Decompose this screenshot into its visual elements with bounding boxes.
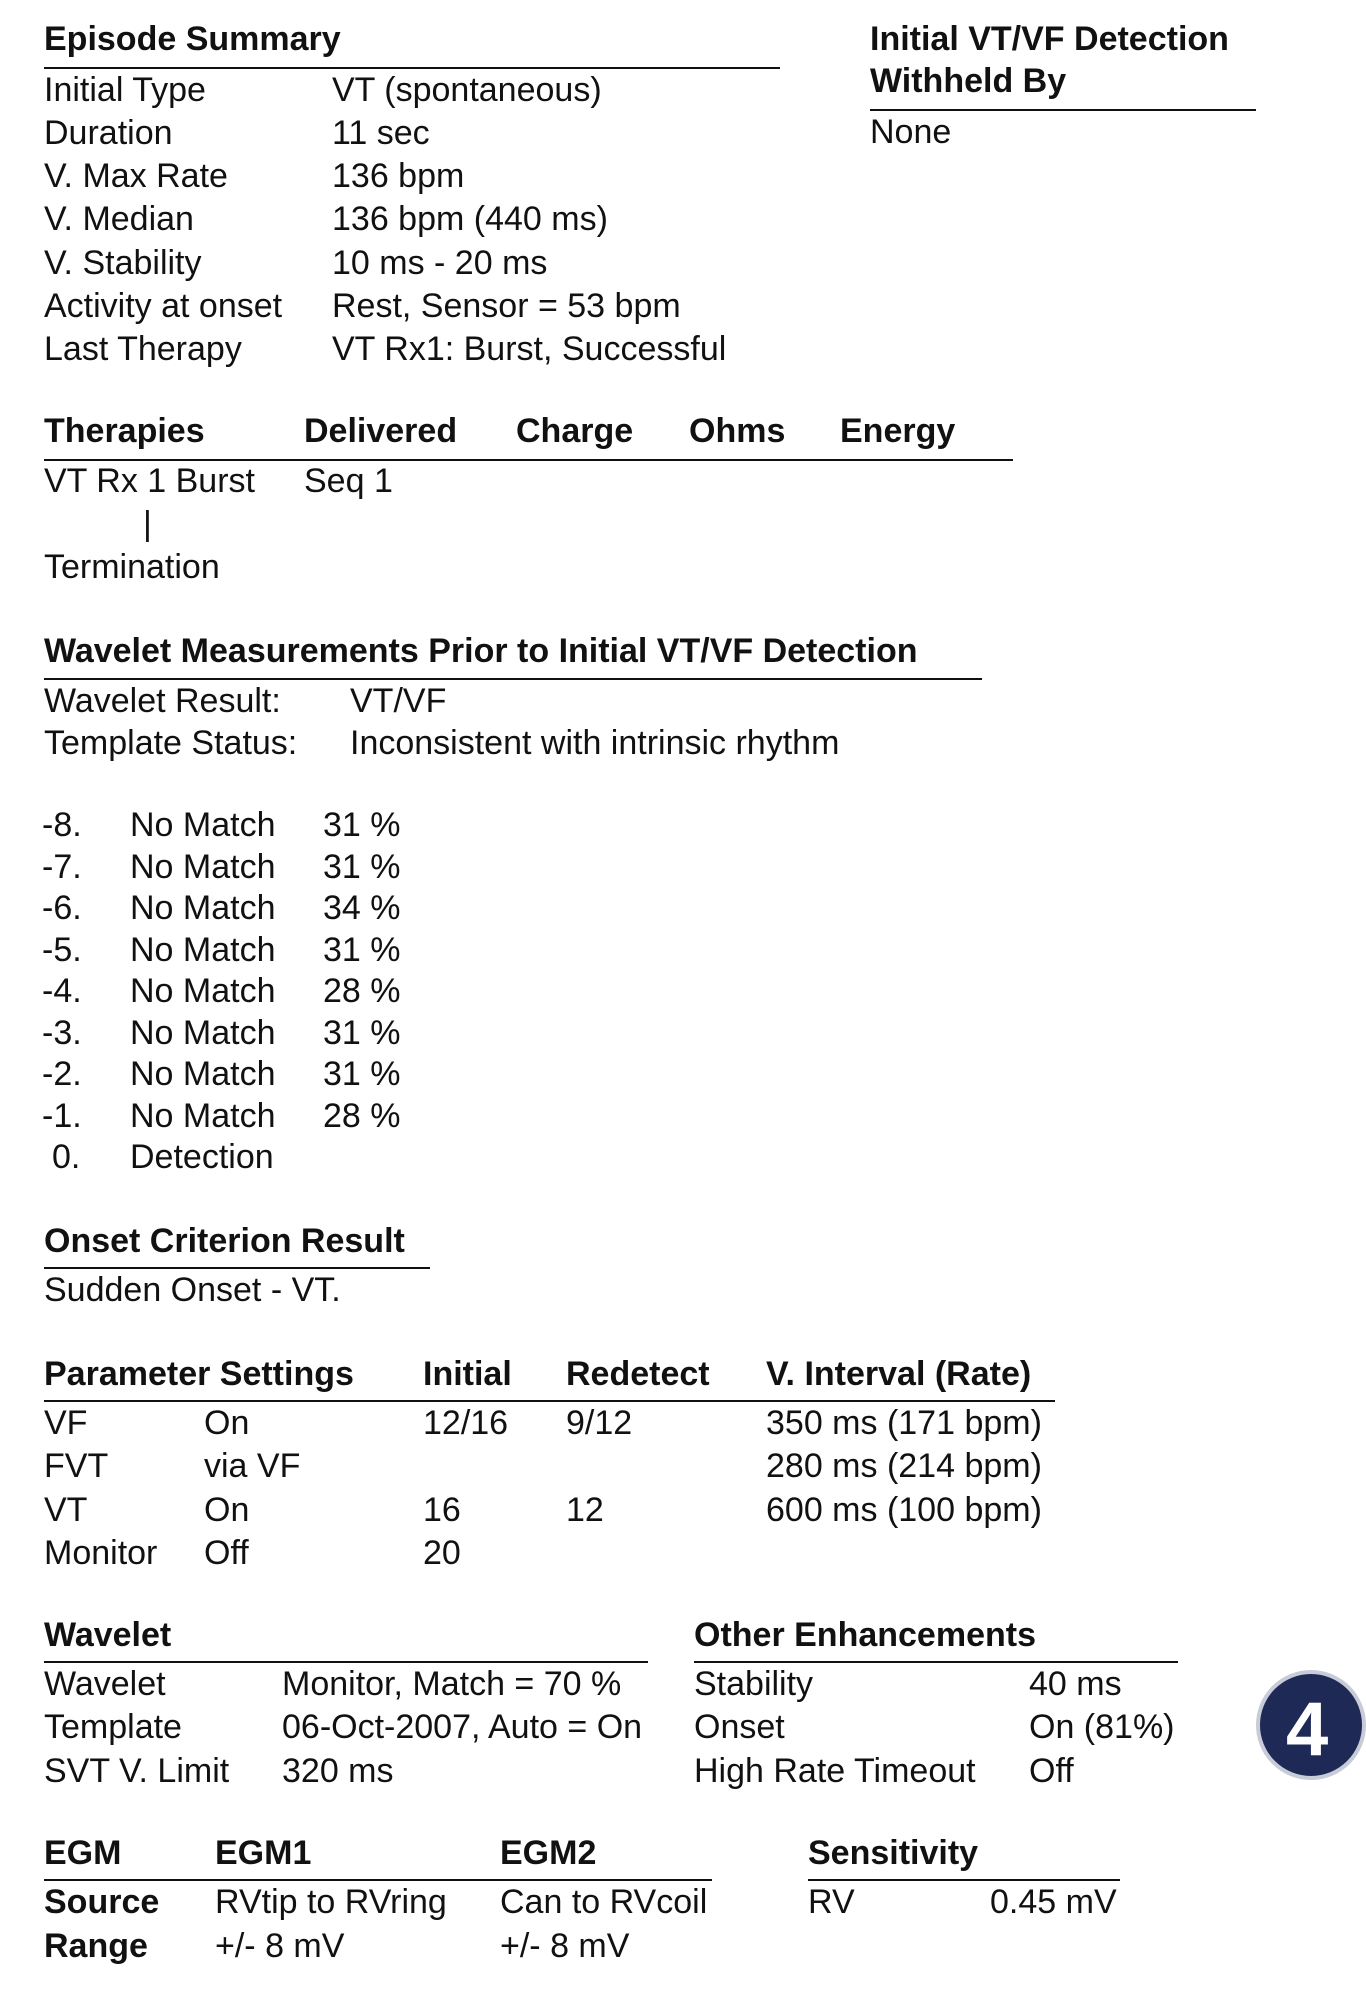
zone-interval: 350 ms (171 bpm) <box>766 1404 1042 1442</box>
measurement-index: -5. <box>42 931 82 969</box>
egm1-header: EGM1 <box>215 1834 312 1872</box>
delivered-header: Delivered <box>304 412 458 450</box>
measurement-index: -7. <box>42 848 82 886</box>
measurement-index: -1. <box>42 1097 82 1135</box>
measurement-percent: 31 % <box>323 1014 401 1052</box>
sensitivity-label: RV <box>808 1883 855 1921</box>
zone-redetect: 12 <box>566 1491 604 1529</box>
withheld-rule <box>870 109 1256 111</box>
egm-header: EGM <box>44 1834 122 1872</box>
summary-value: 10 ms - 20 ms <box>332 244 548 282</box>
sensitivity-value: 0.45 mV <box>990 1883 1117 1921</box>
episode-summary-title: Episode Summary <box>44 20 341 58</box>
wavelet-value: Monitor, Match = 70 % <box>282 1665 622 1703</box>
zone-initial: 20 <box>423 1534 461 1572</box>
measurement-percent: 31 % <box>323 1055 401 1093</box>
zone-name: FVT <box>44 1447 109 1485</box>
summary-value: 11 sec <box>332 114 430 152</box>
parameter-settings-rule <box>44 1400 1055 1402</box>
measurement-result: No Match <box>130 848 276 886</box>
wavelet-label: SVT V. Limit <box>44 1752 230 1790</box>
egm-rule <box>44 1879 712 1881</box>
measurement-result: No Match <box>130 931 276 969</box>
zone-initial: 12/16 <box>423 1404 509 1442</box>
measurement-result: No Match <box>130 806 276 844</box>
wavelet-value: 06-Oct-2007, Auto = On <box>282 1708 643 1746</box>
measurement-result: Detection <box>130 1138 274 1176</box>
withheld-value: None <box>870 113 952 151</box>
summary-value: 136 bpm (440 ms) <box>332 200 608 238</box>
zone-state: On <box>204 1491 250 1529</box>
onset-title: Onset Criterion Result <box>44 1222 405 1260</box>
enhancement-label: Onset <box>694 1708 785 1746</box>
zone-state: On <box>204 1404 250 1442</box>
therapies-rule <box>44 459 1013 461</box>
egm1-value: +/- 8 mV <box>215 1927 345 1965</box>
egm2-value: +/- 8 mV <box>500 1927 630 1965</box>
summary-label: Activity at onset <box>44 287 283 325</box>
measurement-percent: 31 % <box>323 848 401 886</box>
measurement-result: No Match <box>130 1097 276 1135</box>
enhancement-label: Stability <box>694 1665 814 1703</box>
wavelet-rule <box>44 1661 648 1663</box>
measurement-percent: 31 % <box>323 806 401 844</box>
measurement-percent: 28 % <box>323 972 401 1010</box>
zone-interval: 280 ms (214 bpm) <box>766 1447 1042 1485</box>
summary-label: Last Therapy <box>44 330 242 368</box>
measurement-index: -4. <box>42 972 82 1010</box>
summary-value: VT Rx1: Burst, Successful <box>332 330 727 368</box>
enhancement-value: On (81%) <box>1029 1708 1175 1746</box>
wavelet-measurements-rule <box>44 678 982 680</box>
energy-header: Energy <box>840 412 956 450</box>
measurement-index: -2. <box>42 1055 82 1093</box>
therapy-name: VT Rx 1 Burst <box>44 462 255 500</box>
summary-value: 136 bpm <box>332 157 465 195</box>
summary-label: Duration <box>44 114 173 152</box>
zone-initial: 16 <box>423 1491 461 1529</box>
charge-header: Charge <box>516 412 634 450</box>
zone-state: via VF <box>204 1447 301 1485</box>
zone-state: Off <box>204 1534 249 1572</box>
measurement-percent: 34 % <box>323 889 401 927</box>
measurement-index: 0. <box>52 1138 81 1176</box>
egm-row-label: Source <box>44 1883 160 1921</box>
egm2-value: Can to RVcoil <box>500 1883 708 1921</box>
measurement-result: No Match <box>130 1014 276 1052</box>
onset-value: Sudden Onset - VT. <box>44 1271 341 1309</box>
zone-name: VF <box>44 1404 88 1442</box>
summary-label: V. Stability <box>44 244 202 282</box>
wavelet-measurements-title: Wavelet Measurements Prior to Initial VT/VF Detection <box>44 632 918 670</box>
withheld-title-line2: Withheld By <box>870 62 1067 100</box>
zone-interval: 600 ms (100 bpm) <box>766 1491 1042 1529</box>
measurement-result: No Match <box>130 889 276 927</box>
template-status-value: Inconsistent with intrinsic rhythm <box>350 724 840 762</box>
sensitivity-rule <box>808 1879 1120 1881</box>
therapy-delivered: Seq 1 <box>304 462 393 500</box>
measurement-result: No Match <box>130 1055 276 1093</box>
initial-header: Initial <box>423 1355 512 1393</box>
summary-label: V. Median <box>44 200 194 238</box>
ohms-header: Ohms <box>689 412 786 450</box>
zone-name: Monitor <box>44 1534 158 1572</box>
template-status-label: Template Status: <box>44 724 298 762</box>
withheld-title-line1: Initial VT/VF Detection <box>870 20 1229 58</box>
measurement-index: -8. <box>42 806 82 844</box>
onset-rule <box>44 1267 430 1269</box>
measurement-index: -6. <box>42 889 82 927</box>
summary-value: Rest, Sensor = 53 bpm <box>332 287 681 325</box>
page-number-badge <box>1256 1670 1366 1780</box>
therapy-termination: Termination <box>44 548 220 586</box>
egm-row-label: Range <box>44 1927 148 1965</box>
other-enhancements-rule <box>694 1661 1178 1663</box>
zone-redetect: 9/12 <box>566 1404 633 1442</box>
measurement-index: -3. <box>42 1014 82 1052</box>
wavelet-label: Template <box>44 1708 182 1746</box>
wavelet-result-value: VT/VF <box>350 682 447 720</box>
wavelet-result-label: Wavelet Result: <box>44 682 281 720</box>
wavelet-title: Wavelet <box>44 1616 172 1654</box>
egm2-header: EGM2 <box>500 1834 597 1872</box>
enhancement-label: High Rate Timeout <box>694 1752 976 1790</box>
measurement-result: No Match <box>130 972 276 1010</box>
wavelet-label: Wavelet <box>44 1665 166 1703</box>
interval-header: V. Interval (Rate) <box>766 1355 1032 1393</box>
egm1-value: RVtip to RVring <box>215 1883 447 1921</box>
episode-summary-rule <box>44 67 780 69</box>
therapies-header: Therapies <box>44 412 205 450</box>
wavelet-value: 320 ms <box>282 1752 394 1790</box>
other-enhancements-title: Other Enhancements <box>694 1616 1036 1654</box>
measurement-percent: 31 % <box>323 931 401 969</box>
summary-label: Initial Type <box>44 71 206 109</box>
enhancement-value: Off <box>1029 1752 1074 1790</box>
therapy-divider: | <box>143 505 152 543</box>
enhancement-value: 40 ms <box>1029 1665 1122 1703</box>
zone-name: VT <box>44 1491 88 1529</box>
page-number-badge-text: 4 <box>1286 1687 1329 1772</box>
parameter-settings-header: Parameter Settings <box>44 1355 354 1393</box>
measurement-percent: 28 % <box>323 1097 401 1135</box>
sensitivity-title: Sensitivity <box>808 1834 979 1872</box>
redetect-header: Redetect <box>566 1355 710 1393</box>
summary-value: VT (spontaneous) <box>332 71 602 109</box>
summary-label: V. Max Rate <box>44 157 228 195</box>
